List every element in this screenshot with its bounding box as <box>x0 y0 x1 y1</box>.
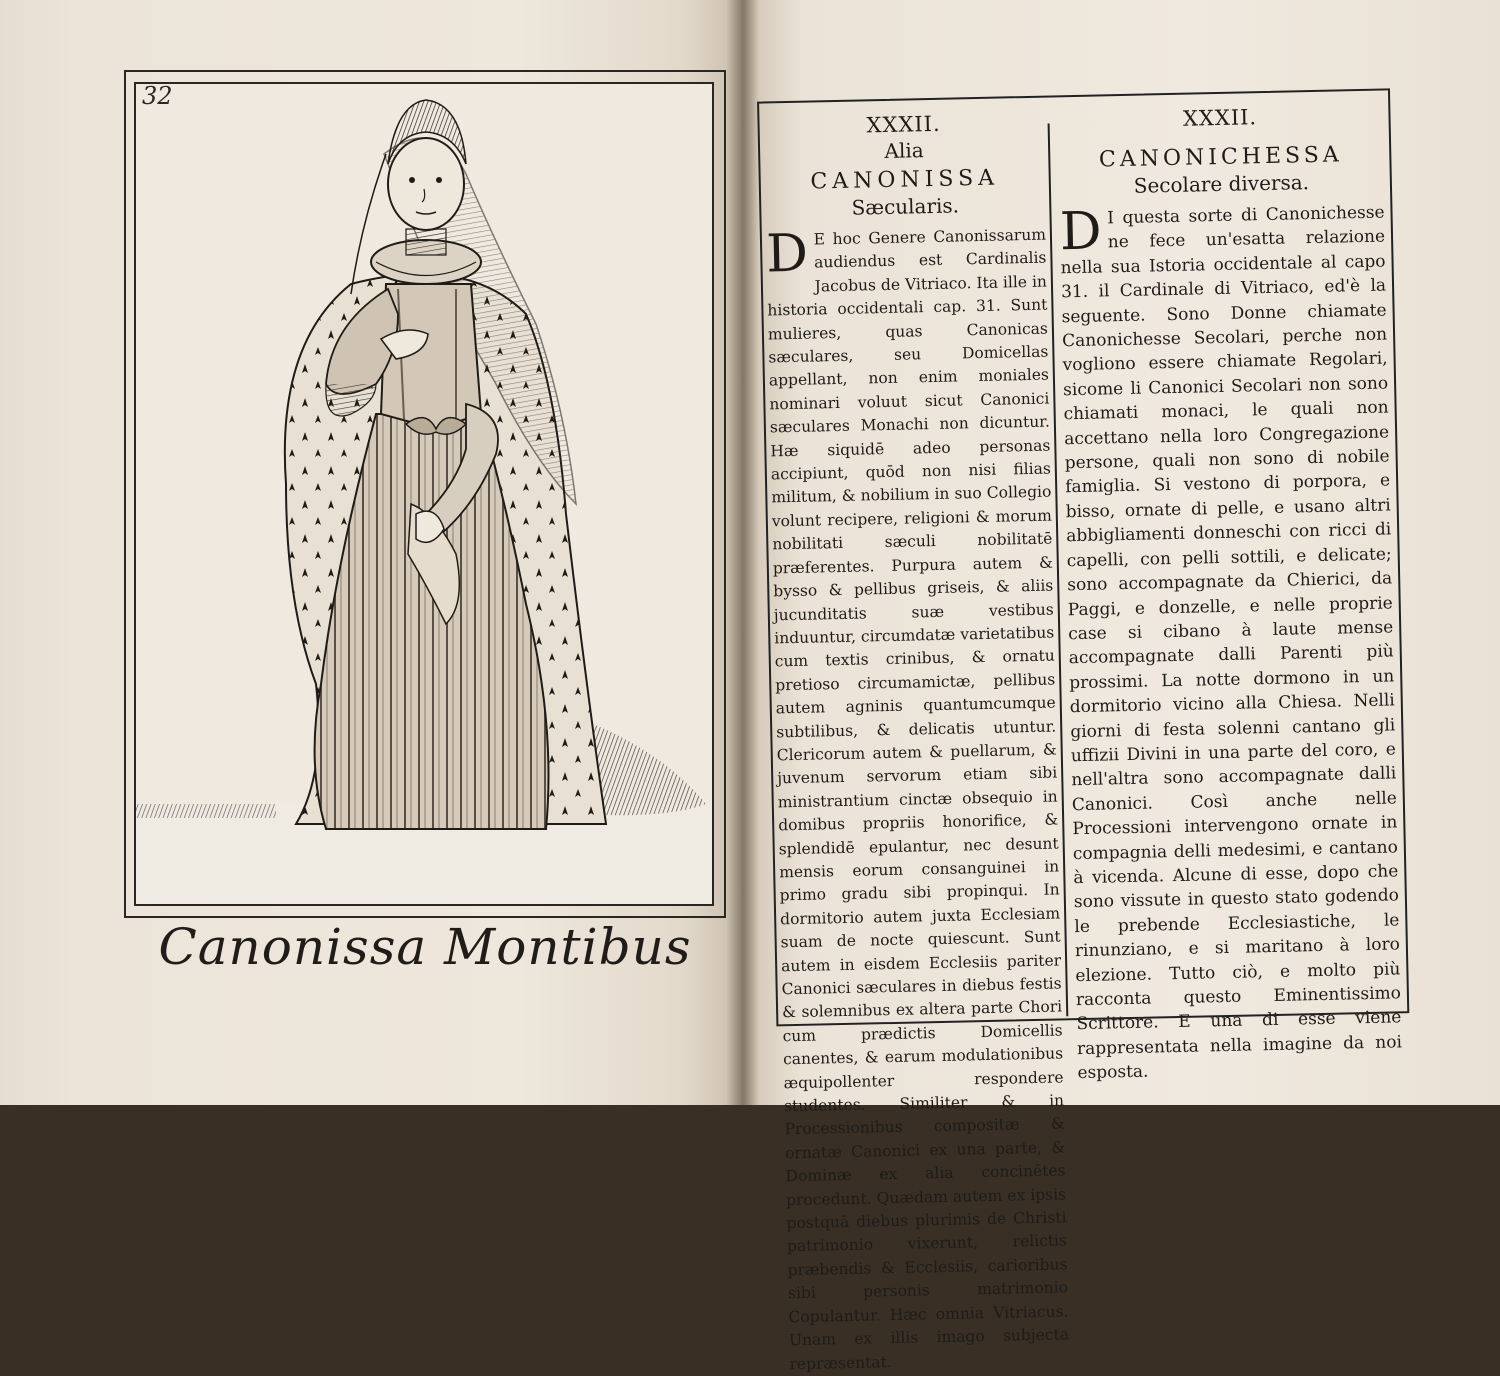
italian-chapter-number: XXXII. <box>1182 105 1258 131</box>
latin-column <box>763 108 1069 1376</box>
plate-caption: Canonissa Montibus <box>158 918 692 976</box>
text-frame <box>757 88 1409 1373</box>
latin-subtitle: Sæcularis. <box>851 193 960 220</box>
latin-body <box>766 224 1070 1376</box>
latin-alia: Alia <box>884 138 924 163</box>
italian-subtitle: Secolare diversa. <box>1133 170 1310 198</box>
italian-body <box>1059 201 1402 1086</box>
italian-dropcap: D <box>1059 201 1103 263</box>
latin-body-text: E hoc Genere Canonissarum audiendus est Cardinalis Jacobus de Vitriaco. Ita ille in historia occidentali cap. 31. Sunt mulieres, quas Canonicas sæculares, seu Domicellas appellant, non enim moniales nominari voluut sicut Canonici sæculares Monachi non dicuntur. Hæ siquidē adeo personas accipiunt, quōd non nisi filias militum, & nobilium in suo Collegio volunt recipere, religioni & morum nobilitati sæculi nobilitatē præferentes. Purpura autem & bysso & pellibus griseis, & aliis jucunditatis suæ vestibus induuntur, circumdatæ varietatibus cum textis crinibus, & ornatu pretioso circumamictæ, pellibus autem agninis quantumcumque subtilibus, & delicatis utuntur. Clericorum autem & puellarum, & juvenum servorum etiam sibi ministrantium cinctæ obsequio in domibus propriis honorifice, & splendidē epulantur, nec desunt mensis eorum consanguinei in primo gradu sibi propinqui. In dormitorio autem juxta Ecclesiam suam de nocte quiescunt. Sunt autem in eisdem Ecclesiis pariter Canonici sæculares in diebus festis & solemnibus ex altera parte Chori cum prædictis Domicellis canentes, & earum modulationibus æquipollenter respondere studentes. Similiter & in Processionibus compositæ & ornatæ Canonici ex una parte, & Dominæ ex alia concinētes procedunt. Quædam autem ex ipsis postquā diebus plurimis de Christi patrimonio vixerunt, relictis præbendis & Ecclesiis, carioribus sibi personis matrimonio Copulantur. Hæc omnia Vitriacus. Unam ex illis imago subjecta repræsentat. <box>767 225 1070 1373</box>
left-page <box>0 0 742 1105</box>
book-gutter <box>726 0 758 1105</box>
italian-title: CANONICHESSA <box>1098 142 1343 173</box>
canoness-engraving <box>136 84 712 904</box>
latin-chapter-number: XXXII. <box>866 111 941 138</box>
plate-number: 32 <box>142 82 173 110</box>
italian-column <box>1057 101 1402 1086</box>
latin-title: CANONISSA <box>810 165 1000 195</box>
latin-dropcap: D <box>765 223 809 285</box>
italian-body-text: I questa sorte di Canonichesse ne fece un'esatta relazione nella sua Istoria occidentale al capo 31. il Cardinale di Vitriaco, ed'è la seguente. Sono Donne chiamate Canonichesse Secolari, perche non vogliono essere chiamate Regolari, sicome li Canonici Secolari non sono chiamati monaci, le quali non accettano nella loro Congregazione persone, quali non sono di nobile famiglia. Si vestono di porpora, e bisso, ornate di pelle, e usano altri abbigliamenti donneschi con ricci di capelli, con pelli sottili, e delicate; sono accompagnate da Chierici, da Paggi, e donzelle, e nelle proprie case si cibano à laute mense accompagnate dalli Parenti più prossimi. La notte dormono in un dormitorio vicino alla Chiesa. Nelli giorni di festa solenni cantano gli uffizii Divini in una parte del coro, e nell'altra sono accompagnate dalli Canonici. Così anche nelle Processioni intervengono ornate in compagnia delli medesimi, e cantano à vicenda. Alcune di esse, dopo che sono vissute in questo stato godendo le prebende Ecclesiastiche, le rinunziano, e si maritano à loro elezione. Tutto ciò, e molto più racconta questo Eminentissimo Scrittore. E una di esse viene rappresentata nella imagine da noi esposta. <box>1060 202 1403 1084</box>
